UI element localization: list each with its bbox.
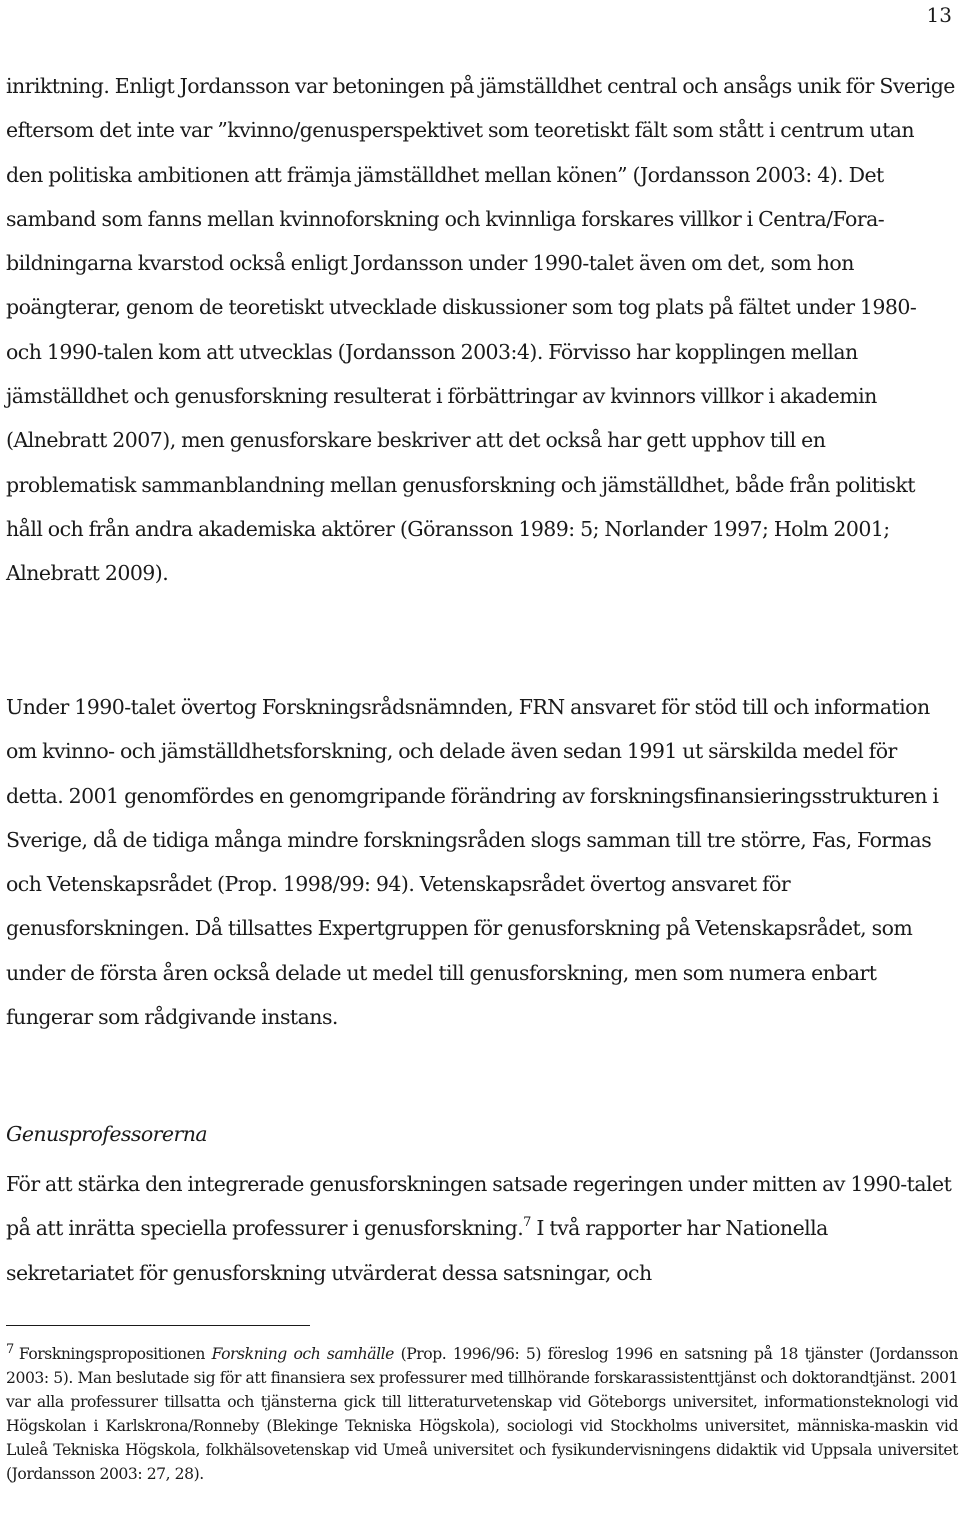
footnote [6,1342,958,1486]
footnote-reference[interactable]: 7 [523,1215,531,1231]
footnote-divider [6,1325,310,1326]
page-number: 13 [926,3,952,27]
body-paragraph-3 [6,1162,956,1295]
footnote-number: 7 [6,1342,14,1357]
paragraph-text: I två rapporter har Nationella sekretariatet för genusforskning utvärderat dessa satsningar, och [6,1216,828,1285]
footnote-text: Forskningspropositionen [18,1345,212,1363]
footnote-italic-title: Forskning och samhälle [211,1345,394,1363]
paragraph-text: För att stärka den integrerade genusforskningen satsade regeringen under mitten av 1990-talet på att inrätta speciella professurer i genusforskning. [6,1172,952,1241]
footnote-text: (Prop. 1996/96: 5) föreslog 1996 en satsning på 18 tjänster (Jordansson 2003: 5). Man beslutade sig för att finansiera sex professurer med tillhörande forskarassistenttjänst och doktorandtjänst. 2001 var alla professurer tillsatta och tjänsterna gick till litteraturvetenskap vid Göteborgs universitet, informationsteknologi vid Högskolan i Karlskrona/Ronneby (Blekinge Tekniska Högskola), sociologi vid Stockholms universitet, människa-maskin vid Luleå Tekniska Högskola, folkhälsovetenskap vid Umeå universitet och fysikundervisningens didaktik vid Uppsala universitet (Jordansson 2003: 27, 28). [6,1345,959,1483]
body-paragraph-2: Under 1990-talet övertog Forskningsrådsnämnden, FRN ansvaret för stöd till och information om kvinno- och jämställdhetsforskning, och delade även sedan 1991 ut särskilda medel för detta. 2001 genomfördes en genomgripande förändring av forskningsfinansieringsstrukturen i Sverige, då de tidiga många mindre forskningsråden slogs samman till tre större, Fas, Formas och Vetenskapsrådet (Prop. 1998/99: 94). Vetenskapsrådet övertog ansvaret för genusforskningen. Då tillsattes Expertgruppen för genusforskning på Vetenskapsrådet, som under de första åren också delade ut medel till genusforskning, men som numera enbart fungerar som rådgivande instans. [6,695,939,1030]
body-paragraph-1: inriktning. Enligt Jordansson var betoningen på jämställdhet central och ansågs unik för Sverige eftersom det inte var ”kvinno/genusperspektivet som teoretiskt fält som stått i centrum utan den politiska ambitionen att främja jämställdhet mellan könen” (Jordansson 2003: 4). Det samband som fanns mellan kvinnoforskning och kvinnliga forskares villkor i Centra/Fora-bildningarna kvarstod också enligt Jordansson under 1990-talet även om det, som hon poängterar, genom de teoretiskt utvecklade diskussioner som tog plats på fältet under 1980- och 1990-talen kom att utvecklas (Jordansson 2003:4). Förvisso har kopplingen mellan jämställdhet och genusforskning resulterat i förbättringar av kvinnors villkor i akademin (Alnebratt 2007), men genusforskare beskriver att det också har gett upphov till en problematisk sammanblandning mellan genusforskning och jämställdhet, både från politiskt håll och från andra akademiska aktörer (Göransson 1989: 5; Norlander 1997; Holm 2001; Alnebratt 2009). [6,74,955,586]
section-heading: Genusprofessorerna [6,1122,208,1146]
